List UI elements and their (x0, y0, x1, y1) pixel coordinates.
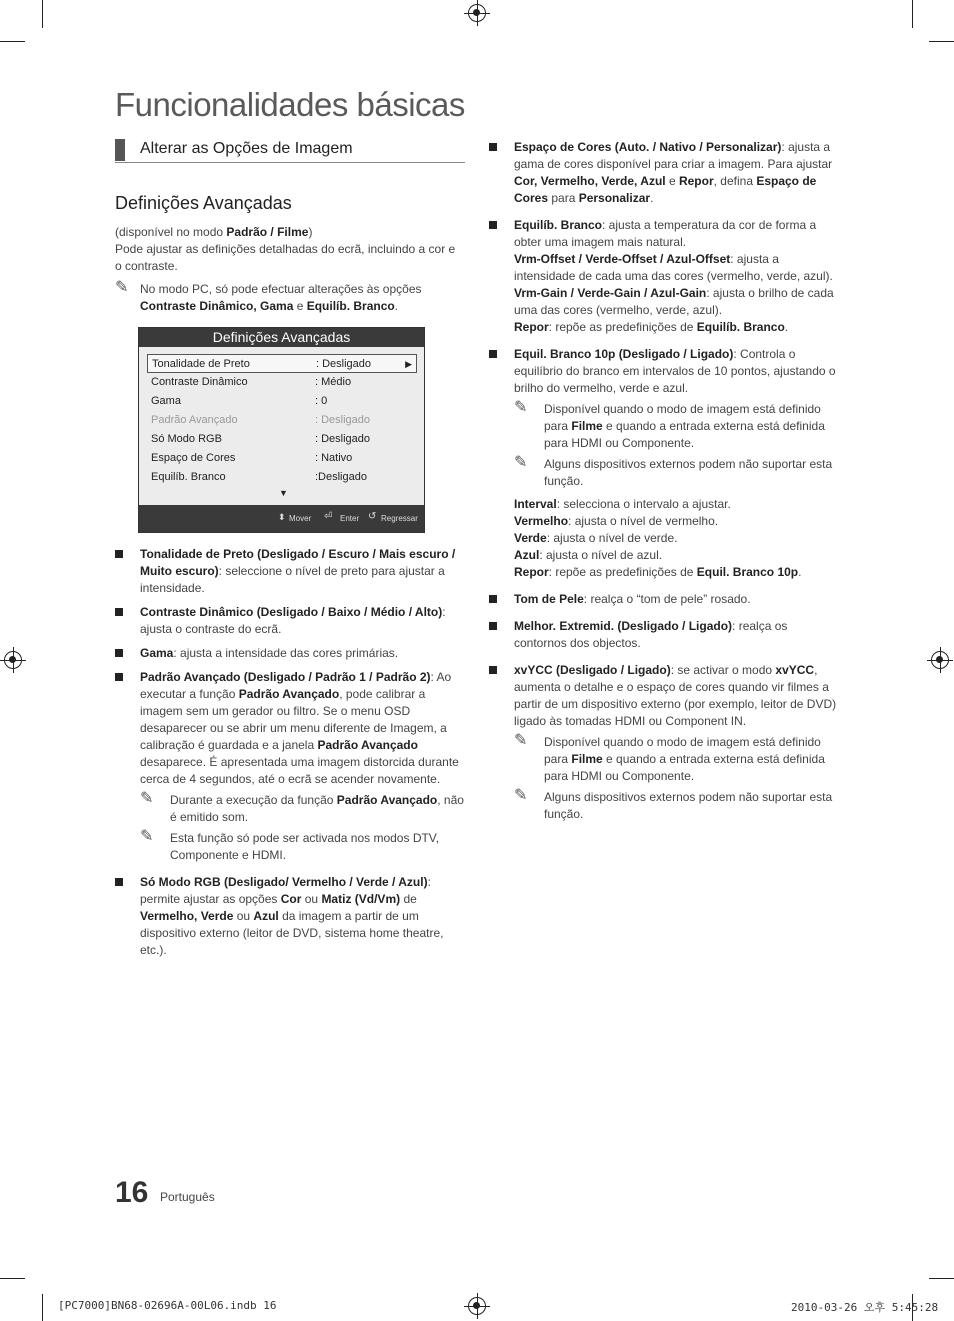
note: ✎ Durante a execução da função Padrão Avançado, não é emitido som. (140, 790, 464, 824)
section-header (115, 139, 465, 163)
bullet-icon (115, 673, 123, 681)
arrow-down-icon: ▼ (279, 488, 288, 498)
registration-mark-icon (468, 1297, 486, 1315)
sub-item: Verde: ajusta o nível de verde. (514, 531, 678, 545)
registration-mark-icon (468, 4, 486, 22)
list-item: Contraste Dinâmico (Desligado / Baixo / Médio / Alto): ajusta o contraste do ecrã. (115, 604, 465, 638)
note: ✎ Disponível quando o modo de imagem está definido para Filme e quando a entrada externa está definida para HDMI ou Componente. (514, 399, 825, 450)
intro-description: Pode ajustar as definições detalhadas do ecrã, incluindo a cor e o contraste. (115, 242, 456, 273)
intro-block (115, 224, 460, 315)
page-language: Português (160, 1190, 215, 1204)
left-column (115, 546, 465, 966)
list-item: Gama: ajusta a intensidade das cores primárias. (115, 645, 465, 662)
pencil-note-icon: ✎ (514, 732, 528, 749)
crop-mark (929, 41, 954, 42)
bullet-icon (489, 221, 497, 229)
list-item: Equil. Branco 10p (Desligado / Ligado): Controla o equilíbrio do branco em intervalos de 10 pontos, ajustando o brilho do vermelho, verde e azul. ✎ Disponível quando o modo de imagem está definido para Filme e quando a entrada externa está definida para HDMI ou Componente. ✎ Alguns dispositivos externos podem não suportar esta função. Interval: selecciona o intervalo a ajustar. Vermelho: ajusta o nível de vermelho. Verde: ajusta o nível de verde. Azul: ajusta o nível de azul. Repor: repõe as predefinições de Equil. Branco 10p. (489, 346, 839, 581)
pencil-note-icon: ✎ (140, 828, 154, 845)
pencil-note-icon: ✎ (514, 787, 528, 804)
osd-row-black-tone[interactable]: Tonalidade de Preto : Desligado ▶ (147, 354, 417, 373)
imprint-date: 2010-03-26 오후 5:45:28 (791, 1301, 939, 1314)
crop-mark (0, 41, 25, 42)
list-item: Tonalidade de Preto (Desligado / Escuro / Mais escuro / Muito escuro): seleccione o nível de preto para ajustar a intensidade. (115, 546, 465, 597)
subsection-title: Definições Avançadas (115, 193, 292, 213)
list-item: Melhor. Extremid. (Desligado / Ligado): realça os contornos dos objectos. (489, 618, 839, 652)
bullet-icon (115, 649, 123, 657)
sub-item: Repor: repõe as predefinições de Equilíb. Branco. (514, 320, 789, 334)
note: ✎ Alguns dispositivos externos podem não suportar esta função. (514, 787, 833, 821)
registration-mark-icon (931, 651, 949, 669)
osd-row-expert-pattern: Padrão Avançado : Desligado (151, 414, 371, 426)
sub-item: Vermelho: ajusta o nível de vermelho. (514, 514, 719, 528)
bullet-icon (489, 622, 497, 630)
pencil-note-icon: ✎ (115, 279, 129, 296)
osd-title: Definições Avançadas (139, 328, 424, 347)
list-item: Equilíb. Branco: ajusta a temperatura da cor de forma a obter uma imagem mais natural. Vrm-Offset / Verde-Offset / Azul-Offset: ajusta a intensidade de cada uma das cores (vermelho, verde, azul). Vrm-Gain / Verde-Gain / Azul-Gain: ajusta o brilho de cada uma das cores (vermelho, verde, azul). Repor: repõe as predefinições de Equilíb. Branco. (489, 217, 839, 336)
osd-footer (139, 505, 424, 532)
pencil-note-icon: ✎ (514, 399, 528, 416)
bullet-icon (115, 608, 123, 616)
osd-move-label: Mover (289, 514, 312, 523)
sub-item: Vrm-Offset / Verde-Offset / Azul-Offset: ajusta a intensidade de cada uma das cores (vermelho, verde, azul). (514, 252, 833, 283)
pencil-note-icon: ✎ (140, 790, 154, 807)
crop-mark (42, 0, 43, 28)
note: ✎ Disponível quando o modo de imagem está definido para Filme e quando a entrada externa está definida para HDMI ou Componente. (514, 732, 825, 783)
list-item: Só Modo RGB (Desligado/ Vermelho / Verde / Azul): permite ajustar as opções Cor ou Matiz (Vd/Vm) de Vermelho, Verde ou Azul da imagem a partir de um dispositivo externo (leitor de DVD, sistema home theatre, etc.). (115, 874, 465, 959)
crop-mark (0, 1278, 25, 1279)
crop-mark (42, 1294, 43, 1321)
section-title: Alterar as Opções de Imagem (140, 140, 353, 157)
osd-row-gamma[interactable]: Gama : 0 (151, 395, 328, 407)
section-bar (115, 139, 125, 161)
pencil-note-icon: ✎ (514, 454, 528, 471)
osd-row-dynamic-contrast[interactable]: Contraste Dinâmico : Médio (151, 376, 352, 388)
note: ✎ Alguns dispositivos externos podem não suportar esta função. (514, 454, 833, 488)
crop-mark (912, 0, 913, 28)
return-icon: ↺ (368, 511, 377, 522)
arrow-right-icon: ▶ (405, 359, 412, 369)
note: ✎ No modo PC, só pode efectuar alterações às opções Contraste Dinâmico, Gama e Equilíb. Branco. (115, 279, 422, 313)
move-icon: ⬍ (278, 512, 286, 522)
osd-rows (147, 354, 417, 487)
bullet-icon (489, 143, 497, 151)
bullet-icon (115, 878, 123, 886)
osd-return-label: Regressar (381, 514, 418, 523)
list-item: Tom de Pele: realça o “tom de pele” rosado. (489, 591, 839, 608)
sub-item: Repor: repõe as predefinições de Equil. Branco 10p. (514, 565, 802, 579)
bullet-icon (489, 595, 497, 603)
sub-item: Azul: ajusta o nível de azul. (514, 548, 663, 562)
osd-row-white-balance[interactable]: Equilíb. Branco :Desligado (151, 471, 367, 483)
osd-menu (138, 327, 425, 533)
sub-item: Interval: selecciona o intervalo a ajustar. (514, 497, 731, 511)
right-column (489, 139, 839, 830)
bullet-icon (489, 666, 497, 674)
bullet-icon (115, 550, 123, 558)
list-item: Espaço de Cores (Auto. / Nativo / Personalizar): ajusta a gama de cores disponível para criar a imagem. Para ajustar Cor, Vermelho, Verde, Azul e Repor, defina Espaço de Cores para Personalizar. (489, 139, 839, 207)
registration-mark-icon (4, 651, 22, 669)
osd-row-rgb-only[interactable]: Só Modo RGB : Desligado (151, 433, 371, 445)
list-item: xvYCC (Desligado / Ligado): se activar o modo xvYCC, aumenta o detalhe e o espaço de cores quando vir filmes a partir de um dispositivo externo (por exemplo, leitor de DVD) ligado às tomadas HDMI ou Component IN. ✎ Disponível quando o modo de imagem está definido para Filme e quando a entrada externa está definida para HDMI ou Componente. ✎ Alguns dispositivos externos podem não suportar esta função. (489, 662, 839, 823)
osd-enter-label: Enter (340, 514, 360, 523)
page-number: 16 (115, 1176, 149, 1209)
bullet-icon (489, 350, 497, 358)
availability-text: (disponível no modo Padrão / Filme) (115, 225, 313, 239)
note: ✎ Esta função só pode ser activada nos modos DTV, Componente e HDMI. (140, 828, 440, 862)
page-title: Funcionalidades básicas (115, 86, 465, 123)
enter-icon: ⏎ (324, 511, 333, 522)
sub-item: Vrm-Gain / Verde-Gain / Azul-Gain: ajusta o brilho de cada uma das cores (vermelho, verde, azul). (514, 286, 834, 317)
imprint-file: [PC7000]BN68-02696A-00L06.indb 16 (58, 1299, 277, 1312)
osd-row-color-space[interactable]: Espaço de Cores : Nativo (151, 452, 353, 464)
list-item: Padrão Avançado (Desligado / Padrão 1 / Padrão 2): Ao executar a função Padrão Avançado, pode calibrar a imagem sem um gerador ou filtro. Se o menu OSD desaparecer ou se abrir um menu diferente de Imagem, a calibração é guardada e a janela Padrão Avançado desaparece. É apresentada uma imagem distorcida durante cerca de 4 segundos, até o ecrã se acender novamente. ✎ Durante a execução da função Padrão Avançado, não é emitido som. ✎ Esta função só pode ser activada nos modos DTV, Componente e HDMI. (115, 669, 465, 864)
crop-mark (929, 1278, 954, 1279)
